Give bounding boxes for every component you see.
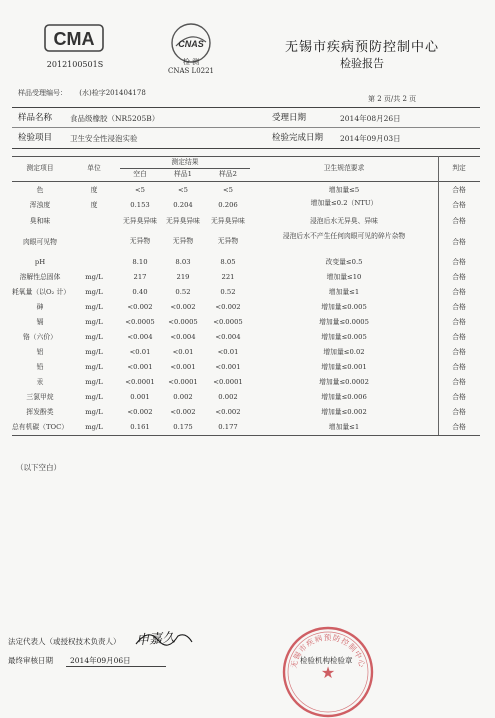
blank-below-note: （以下空白） bbox=[16, 463, 61, 472]
stamp-star-icon: ★ bbox=[320, 663, 336, 682]
table-cell-blank: 无异臭异味 bbox=[123, 217, 157, 225]
table-cell-verdict: 合格 bbox=[452, 333, 466, 341]
table-cell-blank: <5 bbox=[134, 186, 146, 194]
table-cell-item: 肉眼可见物 bbox=[23, 238, 57, 246]
table-cell-verdict: 合格 bbox=[452, 217, 466, 225]
table-cell-unit: mg/L bbox=[85, 363, 103, 371]
table-cell-verdict: 合格 bbox=[452, 201, 466, 209]
receive-date: 2014年08月26日 bbox=[340, 114, 401, 123]
table-cell-item: 砷 bbox=[36, 303, 44, 311]
acceptance-number: (水)检字201404178 bbox=[79, 89, 146, 97]
table-cell-verdict: 合格 bbox=[452, 258, 466, 266]
table-cell-verdict: 合格 bbox=[452, 303, 466, 311]
cma-code: 2012100501S bbox=[46, 60, 104, 69]
table-cell-blank: 无异物 bbox=[129, 237, 151, 245]
table-cell-spec: 增加量≤0.0005 bbox=[319, 318, 369, 326]
table-cell-item: 耗氧量（以O₂ 计） bbox=[12, 288, 71, 296]
table-cell-verdict: 合格 bbox=[452, 318, 466, 326]
final-date-label: 最终审核日期 bbox=[8, 656, 53, 665]
table-cell-unit: mg/L bbox=[85, 303, 103, 311]
table-rule bbox=[438, 156, 439, 435]
table-cell-unit: mg/L bbox=[85, 348, 103, 356]
table-cell-s1: 219 bbox=[176, 273, 190, 281]
table-cell-s2: <0.0005 bbox=[213, 318, 243, 326]
table-cell-s2: <0.01 bbox=[217, 348, 239, 356]
table-cell-verdict: 合格 bbox=[452, 393, 466, 401]
table-cell-s1: <0.0005 bbox=[168, 318, 198, 326]
table-cell-unit: 度 bbox=[90, 186, 98, 194]
table-cell-s2: <0.0001 bbox=[213, 378, 243, 386]
table-cell-unit: mg/L bbox=[85, 333, 103, 341]
stamp-ring-text: 无锡市疾病预防控制中心 bbox=[289, 633, 367, 670]
table-cell-blank: <0.0005 bbox=[125, 318, 155, 326]
table-cell-item: 挥发酚类 bbox=[26, 408, 54, 416]
cnas-logo-text: CNAS bbox=[178, 39, 204, 49]
table-cell-verdict: 合格 bbox=[452, 363, 466, 371]
table-cell-spec: 增加量≤10 bbox=[326, 273, 362, 281]
header-blank: 空白 bbox=[133, 170, 147, 178]
table-cell-blank: <0.002 bbox=[127, 303, 153, 311]
table-cell-s1: <5 bbox=[177, 186, 189, 194]
org-name: 无锡市疾病预防控制中心 bbox=[284, 40, 439, 55]
table-cell-blank: 8.10 bbox=[132, 258, 148, 266]
stamp-label: 检验机构检验章 bbox=[300, 656, 353, 665]
table-cell-item: 色 bbox=[36, 186, 44, 194]
table-cell-s1: <0.01 bbox=[172, 348, 194, 356]
table-cell-unit: mg/L bbox=[85, 423, 103, 431]
table-cell-s1: 无异物 bbox=[172, 237, 194, 245]
table-cell-unit: 度 bbox=[90, 201, 98, 209]
table-cell-s2: 0.177 bbox=[218, 423, 238, 431]
table-cell-s1: 0.52 bbox=[175, 288, 191, 296]
table-cell-spec: 增加量≤1 bbox=[328, 288, 360, 296]
header-spec: 卫生规范要求 bbox=[323, 164, 365, 172]
receive-date-label: 受理日期 bbox=[272, 113, 307, 123]
table-cell-unit: mg/L bbox=[85, 288, 103, 296]
table-cell-s2: 0.002 bbox=[218, 393, 238, 401]
table-rule bbox=[12, 435, 480, 436]
table-cell-s1: <0.004 bbox=[170, 333, 196, 341]
test-item-label: 检验项目 bbox=[18, 133, 53, 143]
table-cell-blank: 0.001 bbox=[130, 393, 150, 401]
legal-rep-label: 法定代表人（或授权技术负责人） bbox=[8, 637, 121, 646]
table-cell-unit: mg/L bbox=[85, 378, 103, 386]
finish-date-label: 检验完成日期 bbox=[272, 133, 324, 143]
acceptance-number-line bbox=[18, 88, 146, 98]
header-unit: 单位 bbox=[87, 164, 101, 172]
table-cell-s2: 221 bbox=[221, 273, 235, 281]
table-cell-blank: <0.0001 bbox=[125, 378, 155, 386]
signature-stroke bbox=[134, 624, 194, 650]
table-cell-s2: <0.002 bbox=[215, 303, 241, 311]
table-cell-blank: 217 bbox=[133, 273, 147, 281]
header-results: 测定结果 bbox=[171, 158, 199, 166]
header-sample2: 样品2 bbox=[219, 170, 237, 178]
final-date: 2014年09月06日 bbox=[70, 656, 131, 665]
table-cell-spec: 增加量≤0.02 bbox=[323, 348, 365, 356]
table-cell-s2: 0.52 bbox=[220, 288, 236, 296]
table-cell-blank: <0.002 bbox=[127, 408, 153, 416]
table-cell-item: 溶解性总固体 bbox=[19, 273, 61, 281]
table-cell-spec: 浸泡后水不产生任何肉眼可见的碎片杂物 bbox=[282, 232, 406, 240]
inspection-stamp bbox=[282, 626, 374, 718]
table-cell-item: 镉 bbox=[36, 318, 44, 326]
table-cell-spec: 增加量≤0.0002 bbox=[319, 378, 369, 386]
table-cell-s2: 8.05 bbox=[220, 258, 236, 266]
table-rule bbox=[12, 181, 480, 182]
table-cell-spec: 改变量≤0.5 bbox=[325, 258, 363, 266]
cnas-line2: CNAS L0221 bbox=[167, 67, 215, 75]
table-cell-s1: <0.001 bbox=[170, 363, 196, 371]
table-cell-s1: 8.03 bbox=[175, 258, 191, 266]
table-cell-unit: mg/L bbox=[85, 408, 103, 416]
table-cell-blank: 0.153 bbox=[130, 201, 150, 209]
table-cell-item: 浑浊度 bbox=[29, 201, 51, 209]
table-cell-s2: <5 bbox=[222, 186, 234, 194]
table-cell-verdict: 合格 bbox=[452, 408, 466, 416]
table-cell-spec: 浸泡后水无异臭、异味 bbox=[310, 217, 378, 225]
table-cell-verdict: 合格 bbox=[452, 348, 466, 356]
table-cell-s2: 0.206 bbox=[218, 201, 238, 209]
header-item: 测定项目 bbox=[26, 164, 54, 172]
table-cell-s2: <0.001 bbox=[215, 363, 241, 371]
table-cell-verdict: 合格 bbox=[452, 378, 466, 386]
table-cell-verdict: 合格 bbox=[452, 288, 466, 296]
header-sample1: 样品1 bbox=[174, 170, 192, 178]
table-cell-s1: <0.002 bbox=[170, 303, 196, 311]
table-cell-s1: <0.0001 bbox=[168, 378, 198, 386]
test-item-value: 卫生安全性浸泡实验 bbox=[70, 134, 138, 143]
cnas-caption bbox=[158, 58, 224, 76]
table-cell-item: 臭和味 bbox=[29, 217, 51, 225]
table-cell-spec: 增加量≤0.005 bbox=[321, 333, 367, 341]
header-verdict: 判定 bbox=[452, 164, 466, 172]
table-cell-spec: 增加量≤0.002 bbox=[321, 408, 367, 416]
table-cell-unit: mg/L bbox=[85, 318, 103, 326]
cma-logo-text: CMA bbox=[53, 29, 95, 49]
table-cell-s1: 无异臭异味 bbox=[166, 217, 200, 225]
table-cell-s2: <0.002 bbox=[215, 408, 241, 416]
table-cell-item: 铝 bbox=[36, 348, 44, 356]
table-cell-s2: 无异臭异味 bbox=[211, 217, 245, 225]
page-info: 第 2 页/共 2 页 bbox=[368, 95, 417, 103]
table-cell-item: 三氯甲烷 bbox=[26, 393, 54, 401]
table-cell-spec: 增加量≤0.006 bbox=[321, 393, 367, 401]
table-cell-blank: 0.40 bbox=[132, 288, 148, 296]
table-cell-blank: <0.004 bbox=[127, 333, 153, 341]
table-cell-spec: 增加量≤5 bbox=[328, 186, 360, 194]
table-cell-spec: 增加量≤0.2（NTU） bbox=[310, 199, 378, 207]
table-cell-spec: 增加量≤1 bbox=[328, 423, 360, 431]
table-cell-blank: 0.161 bbox=[130, 423, 150, 431]
table-cell-item: 铅 bbox=[36, 363, 44, 371]
table-cell-s2: 无异物 bbox=[217, 237, 239, 245]
table-cell-s1: <0.002 bbox=[170, 408, 196, 416]
table-cell-spec: 增加量≤0.005 bbox=[321, 303, 367, 311]
report-title: 检验报告 bbox=[340, 57, 384, 70]
signature: 申嘉久 bbox=[135, 630, 176, 649]
sample-name-label: 样品名称 bbox=[18, 113, 53, 123]
acceptance-label: 样品受理编号： bbox=[18, 89, 67, 97]
table-cell-verdict: 合格 bbox=[452, 186, 466, 194]
table-cell-verdict: 合格 bbox=[452, 238, 466, 246]
table-cell-blank: <0.01 bbox=[129, 348, 151, 356]
cma-logo bbox=[44, 24, 104, 52]
table-cell-item: pH bbox=[34, 258, 46, 266]
table-cell-unit: mg/L bbox=[85, 273, 103, 281]
finish-date: 2014年09月03日 bbox=[340, 134, 401, 143]
table-cell-verdict: 合格 bbox=[452, 423, 466, 431]
table-cell-s1: 0.002 bbox=[173, 393, 193, 401]
sample-name-value: 食品级橡胶（NR5205B） bbox=[70, 114, 160, 123]
table-cell-item: 汞 bbox=[36, 378, 44, 386]
cnas-line1: 检 测 bbox=[182, 58, 200, 66]
table-cell-spec: 增加量≤0.001 bbox=[321, 363, 367, 371]
table-cell-item: 总有机碳（TOC） bbox=[12, 423, 69, 431]
table-cell-verdict: 合格 bbox=[452, 273, 466, 281]
table-cell-s1: 0.204 bbox=[173, 201, 193, 209]
table-cell-s2: <0.004 bbox=[215, 333, 241, 341]
table-cell-blank: <0.001 bbox=[127, 363, 153, 371]
table-cell-item: 铬（六价） bbox=[23, 333, 57, 341]
table-cell-s1: 0.175 bbox=[173, 423, 193, 431]
table-cell-unit: mg/L bbox=[85, 393, 103, 401]
